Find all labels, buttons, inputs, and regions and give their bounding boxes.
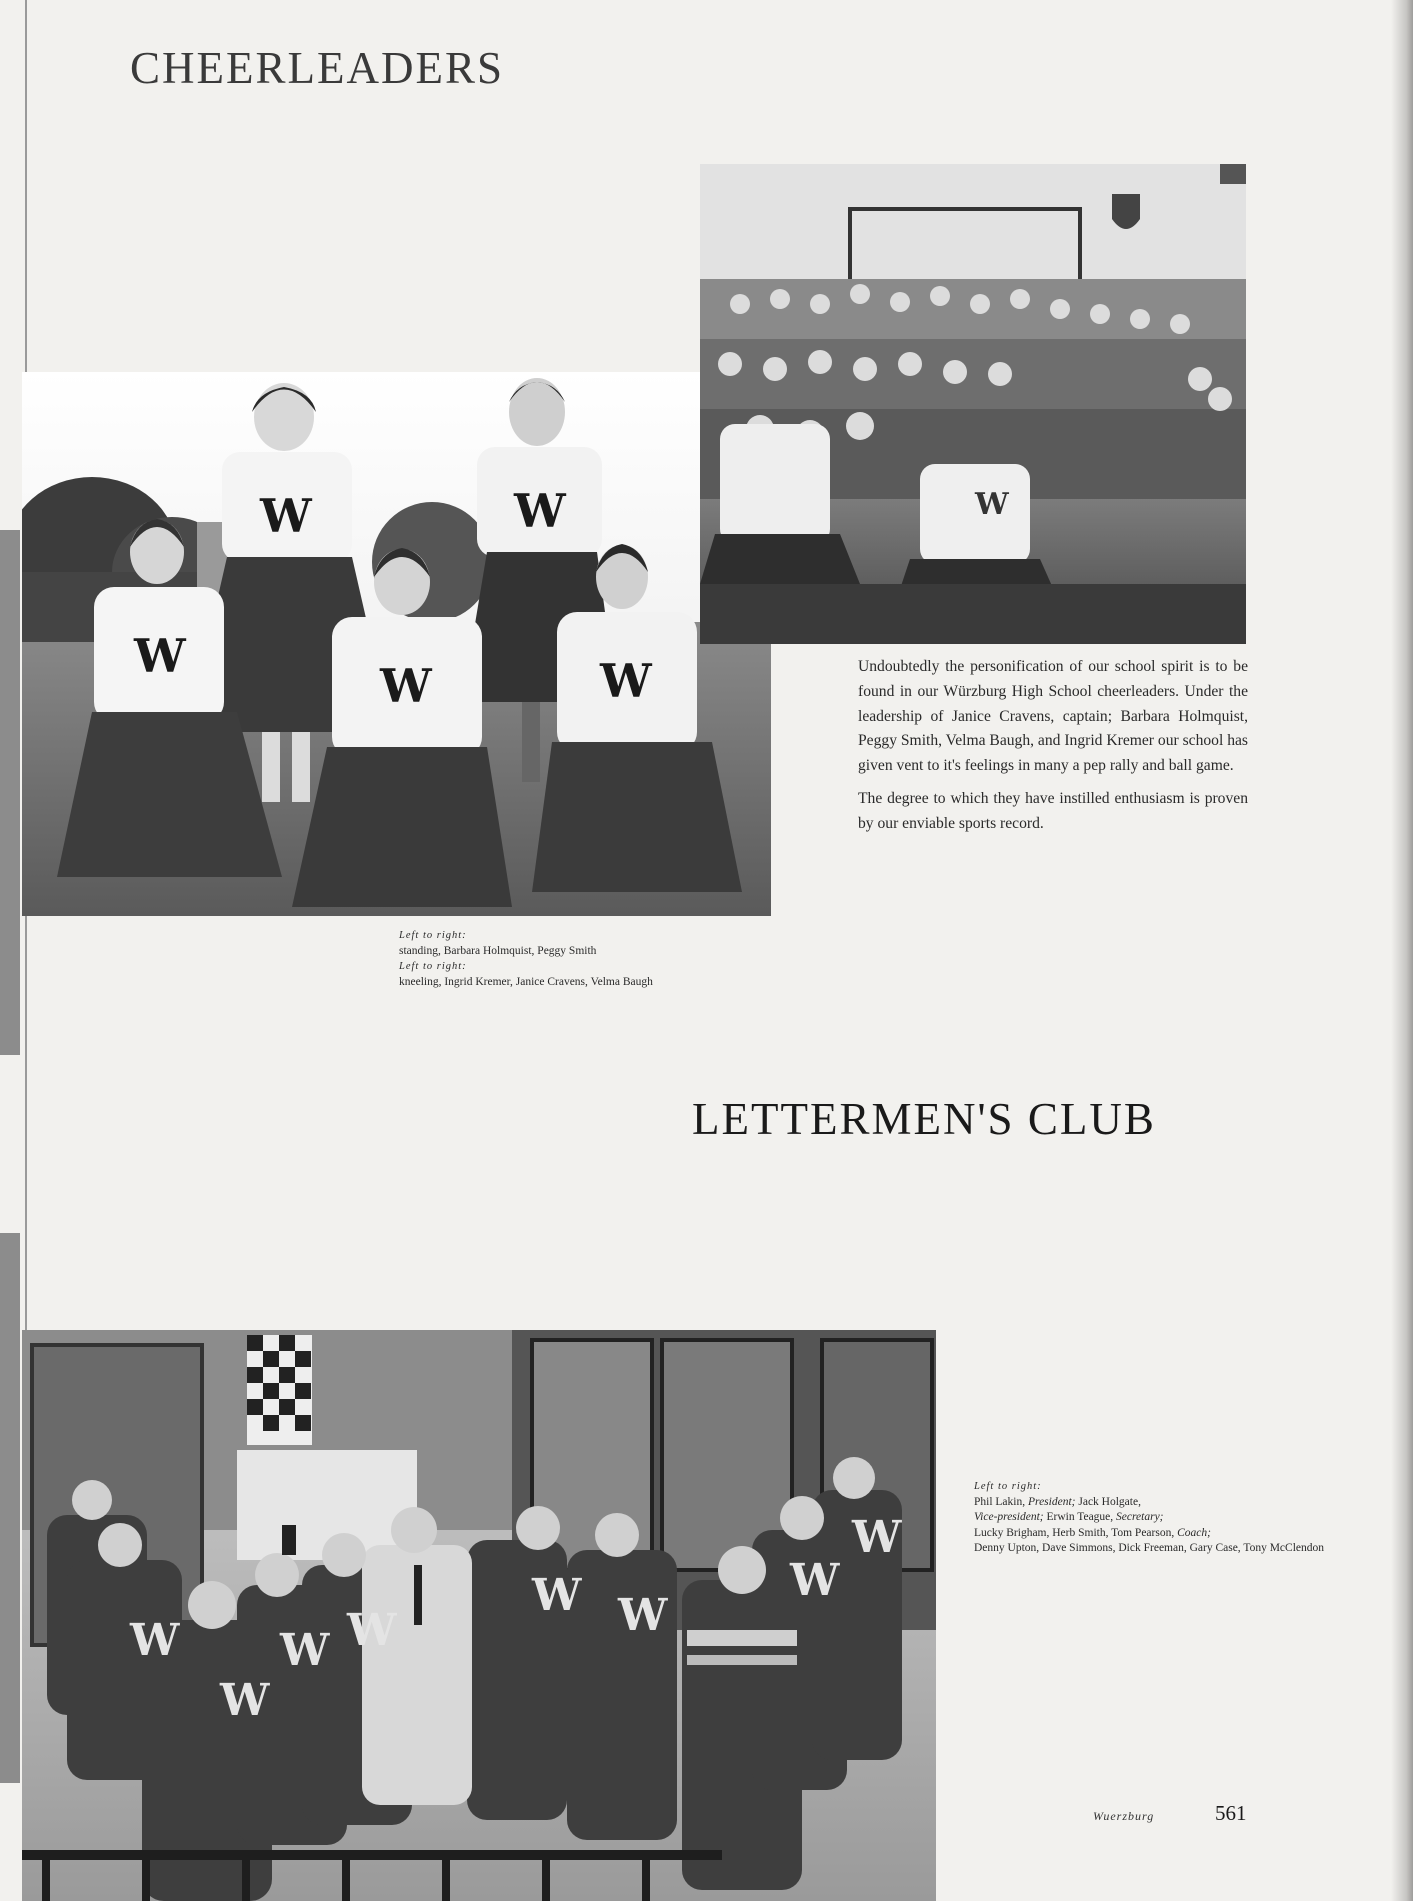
jacket-letter: W — [852, 1512, 902, 1563]
cheerleaders-description — [858, 655, 1248, 845]
sweater-letter: W — [600, 654, 652, 708]
jacket-letter: W — [130, 1615, 180, 1666]
gym-rally-photo — [700, 164, 1246, 644]
caption-intro: Left to right: — [399, 961, 467, 973]
description-paragraph: The degree to which they have instilled enthusiasm is proven by our enviable sports record. — [858, 789, 1248, 832]
member-role: Vice-president; — [974, 1511, 1044, 1524]
jacket-letter: W — [532, 1570, 582, 1621]
member-role: President; — [1028, 1495, 1076, 1508]
lettermen-group-photo — [22, 1330, 936, 1901]
member-name: Jack Holgate, — [1075, 1495, 1141, 1508]
jacket-letter: W — [220, 1675, 270, 1726]
jacket-letter: W — [280, 1625, 330, 1676]
cheerleaders-caption — [399, 928, 779, 990]
page-number: 561 — [1215, 1801, 1247, 1825]
cheerleaders-group-photo — [22, 372, 771, 916]
caption-line: standing, Barbara Holmquist, Peggy Smith — [399, 944, 597, 957]
lettermen-caption — [974, 1479, 1334, 1557]
caption-line — [974, 1510, 1334, 1526]
member-names: Lucky Brigham, Herb Smith, Tom Pearson, — [974, 1526, 1178, 1539]
page-edge-strip — [0, 1233, 20, 1783]
caption-intro: Left to right: — [974, 1481, 1042, 1492]
caption-line — [974, 1495, 1334, 1511]
page-edge-strip — [0, 530, 20, 1055]
page-edge-shadow — [1391, 0, 1413, 1901]
caption-line: kneeling, Ingrid Kremer, Janice Cravens, Velma Baugh — [399, 975, 653, 988]
sweater-letter: W — [260, 489, 312, 543]
footer-school-name: Wuerzburg — [1093, 1809, 1155, 1823]
caption-line — [974, 1526, 1334, 1542]
lettermens-club-heading: LETTERMEN'S CLUB — [692, 1094, 1156, 1144]
sweater-letter: W — [134, 629, 186, 683]
caption-intro: Left to right: — [399, 930, 467, 941]
sweater-letter: W — [975, 487, 1009, 522]
member-role: Secretary; — [1116, 1511, 1164, 1524]
member-role: Coach; — [1177, 1526, 1211, 1539]
sweater-letter: W — [380, 659, 432, 713]
caption-line: Denny Upton, Dave Simmons, Dick Freeman, Gary Case, Tony McClendon — [974, 1542, 1324, 1555]
sweater-letter: W — [514, 484, 566, 538]
jacket-letter: W — [347, 1605, 397, 1656]
jacket-letter: W — [618, 1590, 668, 1641]
member-name: Erwin Teague, — [1043, 1511, 1117, 1524]
description-paragraph: Undoubtedly the personification of our school spirit is to be found in our Würzburg High School cheerleaders. Under the leadership of Janice Cravens, captain; Barbara Holmquist, Peggy Smith, Velma Baugh, and Ingrid Kremer our school has given vent to it's feelings in many a pep rally and ball game. — [858, 658, 1248, 775]
member-name: Phil Lakin, — [974, 1495, 1028, 1508]
jacket-letter: W — [790, 1555, 840, 1606]
cheerleaders-heading: CHEERLEADERS — [130, 43, 505, 93]
